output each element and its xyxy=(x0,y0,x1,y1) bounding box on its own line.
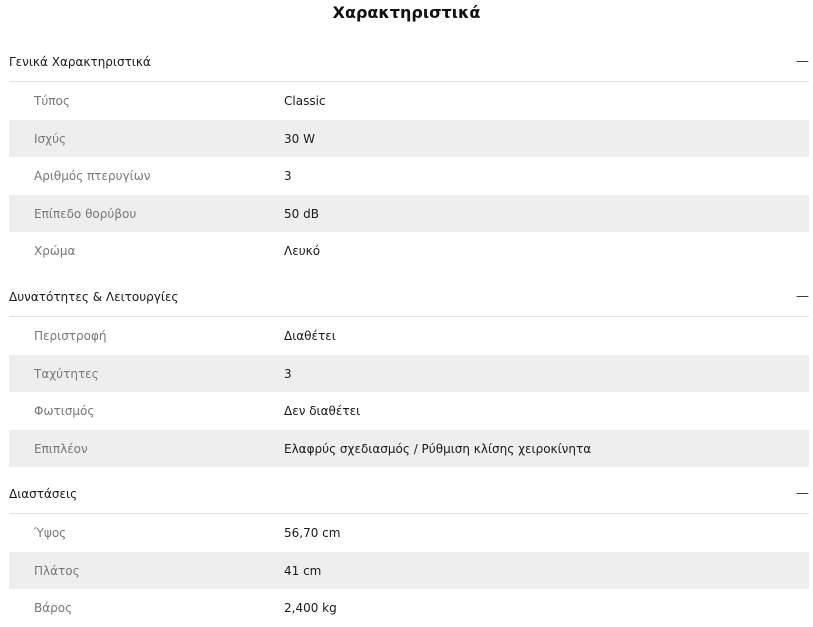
spec-row xyxy=(9,514,809,552)
spec-label: Περιστροφή xyxy=(34,329,107,343)
section-general xyxy=(9,47,809,270)
section-title: Δυνατότητες & Λειτουργίες xyxy=(9,290,179,304)
spec-value: Classic xyxy=(284,94,326,108)
spec-row xyxy=(9,355,809,393)
collapse-icon[interactable]: — xyxy=(796,289,809,304)
spec-row xyxy=(9,317,809,355)
spec-label: Ισχύς xyxy=(34,131,67,146)
spec-value: Λευκό xyxy=(284,244,321,258)
spec-label: Επίπεδο θορύβου xyxy=(34,206,137,221)
section-title: Γενικά Χαρακτηριστικά xyxy=(9,55,151,69)
spec-value: 3 xyxy=(284,366,292,381)
spec-value: Δεν διαθέτει xyxy=(284,404,361,418)
spec-label: Φωτισμός xyxy=(34,404,95,418)
spec-value: 30 W xyxy=(284,131,315,146)
section-dimensions xyxy=(9,479,809,627)
section-features xyxy=(9,282,809,467)
collapse-icon[interactable]: — xyxy=(796,54,809,69)
spec-label: Τύπος xyxy=(34,94,70,108)
spec-row xyxy=(9,552,809,590)
spec-row xyxy=(9,430,809,468)
spec-value: 50 dB xyxy=(284,206,319,221)
spec-label: Ύψος xyxy=(34,526,67,540)
section-header-features[interactable] xyxy=(9,282,809,317)
page-title: Χαρακτηριστικά xyxy=(332,3,481,22)
spec-label: Επιπλέον xyxy=(34,441,88,456)
spec-label: Βάρος xyxy=(34,601,73,615)
spec-row xyxy=(9,589,809,627)
spec-label: Πλάτος xyxy=(34,563,80,578)
spec-row xyxy=(9,82,809,120)
spec-value: Διαθέτει xyxy=(284,329,336,343)
spec-row xyxy=(9,120,809,158)
spec-value: 2,400 kg xyxy=(284,601,337,615)
spec-row xyxy=(9,157,809,195)
spec-value: 3 xyxy=(284,169,292,183)
spec-value: Ελαφρύς σχεδιασμός / Ρύθμιση κλίσης χειροκίνητα xyxy=(284,441,592,456)
spec-label: Αριθμός πτερυγίων xyxy=(34,169,151,183)
spec-row xyxy=(9,195,809,233)
spec-row xyxy=(9,232,809,270)
section-title: Διαστάσεις xyxy=(9,487,78,501)
spec-value: 41 cm xyxy=(284,563,322,578)
spec-label: Ταχύτητες xyxy=(34,366,99,381)
collapse-icon[interactable]: — xyxy=(796,486,809,501)
section-header-dimensions[interactable] xyxy=(9,479,809,514)
spec-value: 56,70 cm xyxy=(284,526,341,540)
section-header-general[interactable] xyxy=(9,47,809,82)
spec-label: Χρώμα xyxy=(34,244,76,258)
spec-row xyxy=(9,392,809,430)
